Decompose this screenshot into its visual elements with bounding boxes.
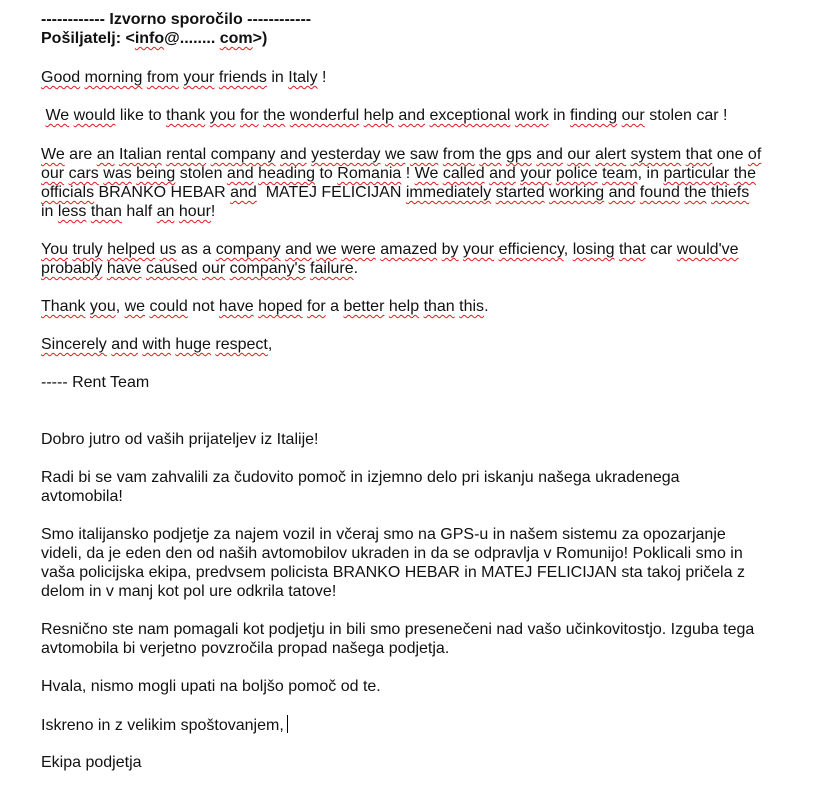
spellcheck-flagged-word[interactable]: you bbox=[89, 298, 116, 315]
english-greeting bbox=[41, 68, 327, 87]
spellcheck-flagged-word[interactable]: that bbox=[618, 241, 646, 258]
text-run: stolen bbox=[175, 165, 227, 182]
spellcheck-flagged-word[interactable]: info bbox=[134, 30, 165, 47]
spellcheck-flagged-word[interactable]: hoped bbox=[258, 298, 303, 315]
slovene-closing: Iskreno in z velikim spoštovanjem, bbox=[41, 717, 284, 734]
spellcheck-flagged-word[interactable]: less bbox=[57, 203, 87, 220]
spellcheck-flagged-word[interactable]: We bbox=[41, 146, 65, 163]
spellcheck-flagged-word[interactable]: have bbox=[106, 260, 142, 277]
spellcheck-flagged-word[interactable]: and bbox=[280, 146, 307, 163]
spellcheck-flagged-word[interactable]: your bbox=[183, 69, 215, 86]
spellcheck-flagged-word[interactable]: would've bbox=[676, 241, 739, 258]
spellcheck-flagged-word[interactable]: and bbox=[398, 107, 426, 124]
spellcheck-flagged-word[interactable]: Good bbox=[41, 69, 81, 86]
spellcheck-flagged-word[interactable]: finding bbox=[570, 107, 618, 124]
spellcheck-flagged-word[interactable]: wonderful bbox=[289, 107, 360, 124]
spellcheck-flagged-word[interactable]: cars bbox=[68, 165, 99, 182]
spellcheck-flagged-word[interactable]: the bbox=[479, 146, 502, 163]
slovene-body-line: Radi bi se vam zahvalili za čudovito pomoč in izjemno delo pri iskanju našega ukradenega bbox=[41, 469, 680, 486]
spellcheck-flagged-word[interactable]: hour bbox=[178, 203, 211, 220]
spellcheck-flagged-word[interactable]: Sincerely bbox=[41, 336, 107, 353]
spellcheck-flagged-word[interactable]: Italian bbox=[118, 146, 162, 163]
spellcheck-flagged-word[interactable]: and bbox=[285, 241, 312, 258]
spellcheck-flagged-word[interactable]: your bbox=[520, 165, 552, 182]
spellcheck-flagged-word[interactable]: thiefs bbox=[711, 184, 750, 201]
spellcheck-flagged-word[interactable]: for bbox=[239, 107, 259, 124]
spellcheck-flagged-word[interactable]: better bbox=[343, 298, 385, 315]
text-run: one bbox=[712, 146, 748, 163]
spellcheck-flagged-word[interactable]: and bbox=[489, 165, 516, 182]
slovene-body-line: avtomobila bi verjetno povzročila propad našega podjetja. bbox=[41, 640, 450, 657]
spellcheck-flagged-word[interactable]: Romania bbox=[337, 165, 402, 182]
original-message-header: ------------ Izvorno sporočilo ------------ bbox=[41, 11, 312, 28]
spellcheck-flagged-word[interactable]: efficiency bbox=[498, 241, 564, 258]
spellcheck-flagged-word[interactable]: the bbox=[263, 107, 286, 124]
slovene-body-line: vaša policijska ekipa, predvsem policista BRANKO HEBAR in MATEJ FELICIJAN sta takoj pričela z bbox=[41, 564, 745, 581]
text-run: ! bbox=[210, 203, 216, 220]
text-run: to bbox=[315, 165, 338, 182]
spellcheck-flagged-word[interactable]: huge bbox=[175, 336, 211, 353]
spellcheck-flagged-word[interactable]: working bbox=[549, 184, 605, 201]
spellcheck-flagged-word[interactable]: alert bbox=[594, 146, 627, 163]
slovene-thank-you: Hvala, nismo mogli upati na boljšo pomoč od te. bbox=[41, 678, 381, 695]
spellcheck-flagged-word[interactable]: and bbox=[230, 184, 257, 201]
spellcheck-flagged-word[interactable]: and bbox=[111, 336, 138, 353]
spellcheck-flagged-word[interactable]: friends bbox=[218, 69, 267, 86]
slovene-body-line: avtomobila! bbox=[41, 488, 123, 505]
text-run: in bbox=[41, 203, 58, 220]
sender-line bbox=[41, 29, 267, 48]
text-run: stolen car ! bbox=[644, 107, 728, 124]
text-run: , bbox=[115, 298, 125, 315]
slovene-body-line: Smo italijansko podjetje za najem vozil in včeraj smo na GPS-u in našem sistemu za opozarjanje bbox=[41, 526, 726, 543]
spellcheck-flagged-word[interactable]: us bbox=[159, 241, 177, 258]
spellcheck-flagged-word[interactable]: saw bbox=[409, 146, 439, 163]
spellcheck-flagged-word[interactable]: failure bbox=[310, 260, 354, 277]
spellcheck-flagged-word[interactable]: started bbox=[495, 184, 545, 201]
spellcheck-flagged-word[interactable]: yesterday bbox=[311, 146, 381, 163]
spellcheck-flagged-word[interactable]: team bbox=[602, 165, 638, 182]
slovene-signature: Ekipa podjetja bbox=[41, 754, 142, 771]
text-run: . bbox=[353, 260, 359, 277]
spellcheck-flagged-word[interactable]: losing bbox=[572, 241, 615, 258]
spellcheck-flagged-word[interactable]: system bbox=[630, 146, 682, 163]
text-run: ----- Rent Team bbox=[41, 374, 150, 391]
text-run: are bbox=[64, 146, 97, 163]
text-run: ! bbox=[401, 165, 415, 182]
spellcheck-flagged-word[interactable]: called bbox=[442, 165, 485, 182]
spellcheck-flagged-word[interactable]: this bbox=[459, 298, 485, 315]
spellcheck-flagged-word[interactable]: You bbox=[41, 241, 68, 258]
english-body-line bbox=[41, 259, 358, 278]
spellcheck-flagged-word[interactable]: truly bbox=[72, 241, 103, 258]
spellcheck-flagged-word[interactable]: thank bbox=[166, 107, 206, 124]
spellcheck-flagged-word[interactable]: we bbox=[124, 298, 146, 315]
text-run: , bbox=[563, 241, 573, 258]
spellcheck-flagged-word[interactable]: caused bbox=[145, 260, 198, 277]
spellcheck-flagged-word[interactable]: and bbox=[608, 184, 636, 201]
spellcheck-flagged-word[interactable]: would bbox=[73, 107, 116, 124]
slovene-body-line: Resnično ste nam pomagali kot podjetju in bili smo presenečeni nad vašo učinkovitostjo. Izguba tega bbox=[41, 621, 755, 638]
text-run: >) bbox=[252, 30, 268, 47]
spellcheck-flagged-word[interactable]: being bbox=[136, 165, 176, 182]
spellcheck-flagged-word[interactable]: company's bbox=[229, 260, 306, 277]
spellcheck-flagged-word[interactable]: the bbox=[733, 165, 756, 182]
english-thank-you bbox=[41, 297, 489, 316]
spellcheck-flagged-word[interactable]: the bbox=[684, 184, 707, 201]
spellcheck-flagged-word[interactable]: an bbox=[96, 146, 115, 163]
text-run: , in bbox=[637, 165, 664, 182]
spellcheck-flagged-word[interactable]: our bbox=[202, 260, 226, 277]
slovene-closing-line bbox=[41, 715, 288, 734]
spellcheck-flagged-word[interactable]: gps bbox=[505, 146, 532, 163]
spellcheck-flagged-word[interactable]: We bbox=[45, 107, 70, 124]
text-run: a bbox=[325, 298, 344, 315]
spellcheck-flagged-word[interactable]: police bbox=[555, 165, 598, 182]
spellcheck-flagged-word[interactable]: you bbox=[209, 107, 236, 124]
spellcheck-flagged-word[interactable]: company bbox=[210, 146, 276, 163]
english-body-line bbox=[41, 164, 756, 183]
english-signature bbox=[41, 373, 149, 392]
spellcheck-flagged-word[interactable]: Thank bbox=[41, 298, 86, 315]
spellcheck-flagged-word[interactable]: of bbox=[747, 146, 762, 163]
spellcheck-flagged-word[interactable]: and bbox=[536, 146, 563, 163]
text-run: in bbox=[548, 107, 571, 124]
text-run: . bbox=[484, 298, 489, 315]
text-run: in bbox=[266, 69, 289, 86]
spellcheck-flagged-word[interactable]: help bbox=[388, 298, 420, 315]
spellcheck-flagged-word[interactable]: particular bbox=[663, 165, 730, 182]
spellcheck-flagged-word[interactable]: that bbox=[685, 146, 713, 163]
spellcheck-flagged-word[interactable]: probably bbox=[41, 260, 103, 277]
spellcheck-flagged-word[interactable]: work bbox=[514, 107, 549, 124]
spellcheck-flagged-word[interactable]: found bbox=[639, 184, 680, 201]
spellcheck-flagged-word[interactable]: Italy bbox=[288, 69, 318, 86]
text-run: @........ bbox=[164, 30, 220, 47]
spellcheck-flagged-word[interactable]: rental bbox=[166, 146, 207, 163]
spellcheck-flagged-word[interactable]: we bbox=[316, 241, 337, 258]
spellcheck-flagged-word[interactable]: than bbox=[90, 203, 122, 220]
spellcheck-flagged-word[interactable]: by bbox=[441, 241, 459, 258]
spellcheck-flagged-word[interactable]: com bbox=[219, 30, 253, 47]
slovene-body-line: videli, da je eden den od naših avtomobilov ukraden in da se odpravlja v Romunijo! Poklicali smo in bbox=[41, 545, 743, 562]
english-body-line bbox=[41, 202, 215, 221]
english-thanks bbox=[41, 106, 727, 125]
spellcheck-flagged-word[interactable]: from bbox=[146, 69, 179, 86]
english-body-line bbox=[41, 183, 749, 202]
spellcheck-flagged-word[interactable]: with bbox=[142, 336, 171, 353]
text-run: BRANKO HEBAR bbox=[94, 184, 231, 201]
english-body-line bbox=[41, 240, 739, 259]
spellcheck-flagged-word[interactable]: helped bbox=[107, 241, 156, 258]
spellcheck-flagged-word[interactable]: We bbox=[414, 165, 439, 182]
spellcheck-flagged-word[interactable]: we bbox=[384, 146, 406, 163]
text-run: Pošiljatelj: < bbox=[41, 30, 135, 47]
spellcheck-flagged-word[interactable]: morning bbox=[84, 69, 143, 86]
spellcheck-flagged-word[interactable]: heading bbox=[258, 165, 316, 182]
spellcheck-flagged-word[interactable]: respect bbox=[215, 336, 268, 353]
text-run: half bbox=[121, 203, 157, 220]
spellcheck-flagged-word[interactable]: exceptional bbox=[429, 107, 511, 124]
spellcheck-flagged-word[interactable]: our bbox=[621, 107, 645, 124]
spellcheck-flagged-word[interactable]: from bbox=[442, 146, 475, 163]
spellcheck-flagged-word[interactable]: have bbox=[218, 298, 254, 315]
text-run: car bbox=[645, 241, 677, 258]
text-caret bbox=[287, 715, 288, 733]
text-run: not bbox=[187, 298, 219, 315]
spellcheck-flagged-word[interactable]: could bbox=[149, 298, 188, 315]
slovene-body-line: delom in v manj kot pol ure odkrila tatove! bbox=[41, 583, 337, 600]
spellcheck-flagged-word[interactable]: amazed bbox=[380, 241, 438, 258]
text-run: like to bbox=[115, 107, 167, 124]
spellcheck-flagged-word[interactable]: an bbox=[156, 203, 175, 220]
spellcheck-flagged-word[interactable]: help bbox=[363, 107, 394, 124]
spellcheck-flagged-word[interactable]: and bbox=[226, 165, 254, 182]
spellcheck-flagged-word[interactable]: was bbox=[103, 165, 132, 182]
text-run: ! bbox=[317, 69, 327, 86]
spellcheck-flagged-word[interactable]: our bbox=[567, 146, 591, 163]
text-run: , bbox=[267, 336, 273, 353]
spellcheck-flagged-word[interactable]: than bbox=[423, 298, 455, 315]
text-run: as a bbox=[176, 241, 216, 258]
spellcheck-flagged-word[interactable]: immediately bbox=[405, 184, 492, 201]
text-run: MATEJ FELICIJAN bbox=[256, 184, 406, 201]
spellcheck-flagged-word[interactable]: your bbox=[463, 241, 495, 258]
spellcheck-flagged-word[interactable]: were bbox=[341, 241, 376, 258]
spellcheck-flagged-word[interactable]: for bbox=[307, 298, 326, 315]
english-closing bbox=[41, 335, 272, 354]
spellcheck-flagged-word[interactable]: our bbox=[41, 165, 65, 182]
slovene-greeting: Dobro jutro od vaših prijateljev iz Italije! bbox=[41, 431, 319, 448]
spellcheck-flagged-word[interactable]: officials bbox=[41, 184, 95, 201]
spellcheck-flagged-word[interactable]: company bbox=[215, 241, 281, 258]
english-body-line bbox=[41, 145, 761, 164]
